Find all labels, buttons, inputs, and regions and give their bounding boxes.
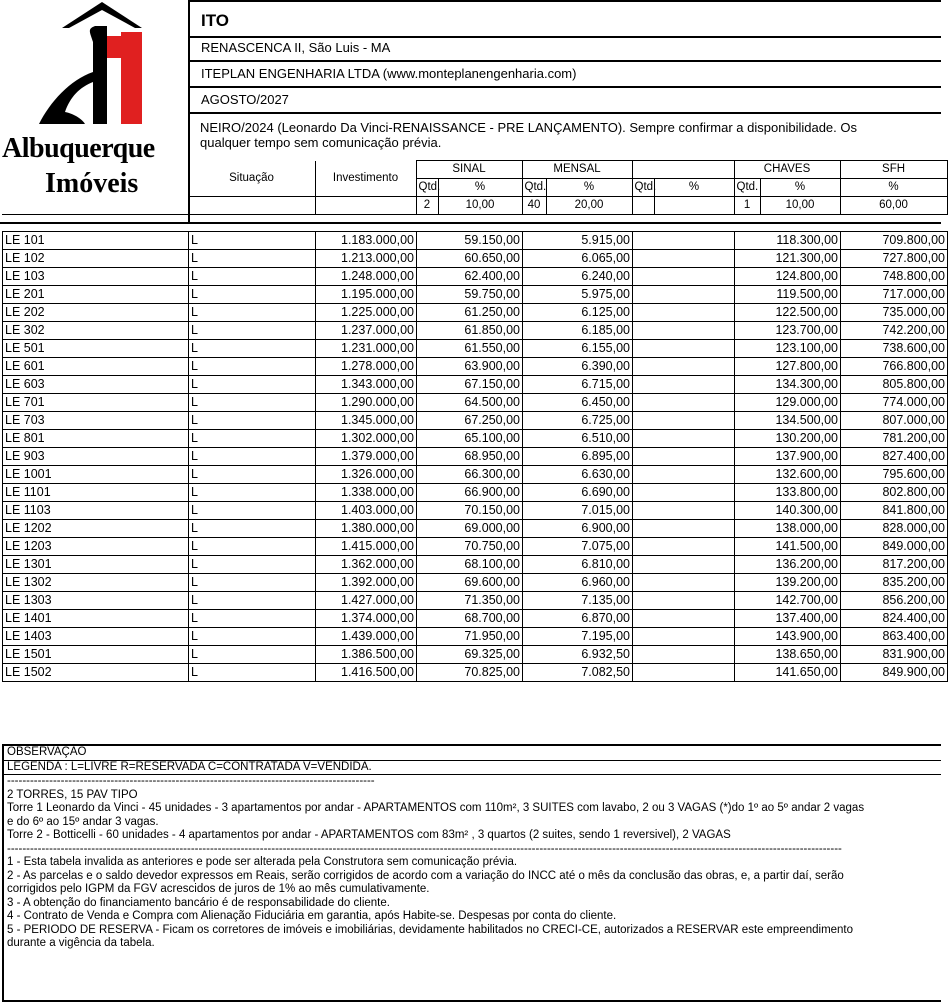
chaves-cell: 133.800,00 <box>735 484 841 502</box>
sfh-cell: 802.800,00 <box>841 484 948 502</box>
chaves-cell: 134.300,00 <box>735 376 841 394</box>
header-notice <box>200 120 857 150</box>
table-row <box>3 430 948 448</box>
blank-cell <box>633 322 735 340</box>
units-table-body <box>3 232 948 682</box>
chaves-cell: 123.700,00 <box>735 322 841 340</box>
sinal-cell: 68.950,00 <box>417 448 523 466</box>
sinal-cell: 66.300,00 <box>417 466 523 484</box>
investimento-cell: 1.213.000,00 <box>316 250 417 268</box>
sinal-cell: 68.100,00 <box>417 556 523 574</box>
sinal-cell: 66.900,00 <box>417 484 523 502</box>
blank-cell <box>633 646 735 664</box>
blank-cell <box>633 358 735 376</box>
situacao-cell: L <box>189 304 316 322</box>
unit-cell: LE 101 <box>3 232 189 250</box>
obs-note-2b: corrigidos pelo IGPM da FGV acrescidos de juros de 1% ao mês cumulativamente. <box>7 883 430 895</box>
table-row <box>3 358 948 376</box>
chaves-qtd-value: 1 <box>734 197 760 215</box>
investimento-sub-blank <box>315 197 416 215</box>
situacao-cell: L <box>189 322 316 340</box>
obs-note-5a: 5 - PERIODO DE RESERVA - Ficam os corretores de imóveis e imobiliárias, devidamente habilitados no CRECI-CE, autorizados a RESERVAR este empreendimento <box>7 923 854 936</box>
blank-cell <box>633 394 735 412</box>
sinal-cell: 63.900,00 <box>417 358 523 376</box>
blank-cell <box>633 250 735 268</box>
unit-cell: LE 1001 <box>3 466 189 484</box>
sfh-cell: 766.800,00 <box>841 358 948 376</box>
blank-cell <box>633 664 735 682</box>
sinal-cell: 69.000,00 <box>417 520 523 538</box>
blank-cell <box>633 538 735 556</box>
blank-cell <box>633 574 735 592</box>
chaves-cell: 118.300,00 <box>735 232 841 250</box>
table-row <box>3 286 948 304</box>
unit-cell: LE 302 <box>3 322 189 340</box>
chaves-cell: 143.900,00 <box>735 628 841 646</box>
investimento-cell: 1.338.000,00 <box>316 484 417 502</box>
investimento-cell: 1.195.000,00 <box>316 286 417 304</box>
header-bottom-rule <box>0 222 941 224</box>
mensal-cell: 7.082,50 <box>523 664 633 682</box>
sfh-cell: 863.400,00 <box>841 628 948 646</box>
unit-cell: LE 1301 <box>3 556 189 574</box>
investimento-cell: 1.403.000,00 <box>316 502 417 520</box>
situacao-cell: L <box>189 394 316 412</box>
chaves-cell: 138.000,00 <box>735 520 841 538</box>
chaves-cell: 124.800,00 <box>735 268 841 286</box>
mensal-cell: 7.135,00 <box>523 592 633 610</box>
investimento-cell: 1.183.000,00 <box>316 232 417 250</box>
situacao-cell: L <box>189 574 316 592</box>
sfh-cell: 748.800,00 <box>841 268 948 286</box>
header-address: RENASCENCA II, São Luis - MA <box>201 40 391 55</box>
sinal-cell: 70.150,00 <box>417 502 523 520</box>
chaves-cell: 141.650,00 <box>735 664 841 682</box>
sinal-cell: 62.400,00 <box>417 268 523 286</box>
mensal-cell: 6.240,00 <box>523 268 633 286</box>
sfh-cell: 849.900,00 <box>841 664 948 682</box>
sinal-cell: 59.150,00 <box>417 232 523 250</box>
sfh-header: SFH <box>840 161 947 179</box>
sfh-cell: 795.600,00 <box>841 466 948 484</box>
sfh-cell: 727.800,00 <box>841 250 948 268</box>
mensal-cell: 6.715,00 <box>523 376 633 394</box>
sfh-pct-value: 60,00 <box>840 197 947 215</box>
chaves-cell: 141.500,00 <box>735 538 841 556</box>
table-row <box>3 538 948 556</box>
mensal-cell: 6.390,00 <box>523 358 633 376</box>
chaves-pct-value: 10,00 <box>760 197 840 215</box>
table-row <box>3 556 948 574</box>
situacao-cell: L <box>189 556 316 574</box>
investimento-cell: 1.302.000,00 <box>316 430 417 448</box>
situacao-cell: L <box>189 646 316 664</box>
sfh-cell: 817.200,00 <box>841 556 948 574</box>
mensal-cell: 6.690,00 <box>523 484 633 502</box>
sinal-cell: 65.100,00 <box>417 430 523 448</box>
sfh-cell: 827.400,00 <box>841 448 948 466</box>
table-row <box>3 664 948 682</box>
situacao-cell: L <box>189 664 316 682</box>
table-row <box>3 304 948 322</box>
mensal-pct-value: 20,00 <box>546 197 632 215</box>
obs-note-4: 4 - Contrato de Venda e Compra com Alienação Fiduciária em garantia, após Habite-se. Despesas por conta do cliente. <box>7 910 617 922</box>
investimento-cell: 1.374.000,00 <box>316 610 417 628</box>
sinal-cell: 71.950,00 <box>417 628 523 646</box>
units-table <box>2 231 948 682</box>
chaves-cell: 122.500,00 <box>735 304 841 322</box>
mensal-cell: 5.975,00 <box>523 286 633 304</box>
mensal-header: MENSAL <box>522 161 632 179</box>
mensal-cell: 7.015,00 <box>523 502 633 520</box>
table-row <box>3 232 948 250</box>
unit-header-cell <box>2 161 188 215</box>
situacao-cell: L <box>189 610 316 628</box>
blank-cell <box>633 232 735 250</box>
blank-cell <box>633 520 735 538</box>
mensal-cell: 6.450,00 <box>523 394 633 412</box>
unit-cell: LE 1203 <box>3 538 189 556</box>
obs-note-5b: durante a vigência da tabela. <box>7 937 155 949</box>
investimento-header: Investimento <box>315 161 416 197</box>
investimento-cell: 1.225.000,00 <box>316 304 417 322</box>
mensal-cell: 6.870,00 <box>523 610 633 628</box>
blank-pct-value <box>654 197 734 215</box>
logo-mark-icon <box>35 2 170 130</box>
table-row <box>3 268 948 286</box>
situacao-cell: L <box>189 592 316 610</box>
mensal-cell: 6.125,00 <box>523 304 633 322</box>
investimento-cell: 1.231.000,00 <box>316 340 417 358</box>
table-row <box>3 250 948 268</box>
chaves-header: CHAVES <box>734 161 840 179</box>
logo-text-albuquerque: Albuquerque <box>2 133 155 164</box>
sinal-cell: 69.600,00 <box>417 574 523 592</box>
unit-cell: LE 202 <box>3 304 189 322</box>
situacao-cell: L <box>189 358 316 376</box>
mensal-cell: 6.065,00 <box>523 250 633 268</box>
obs-tower2: Torre 2 - Botticelli - 60 unidades - 4 apartamentos por andar - APARTAMENTOS com 83m² , 3 quartos (2 suites, sendo 1 reversivel), 2 VAGAS <box>7 829 731 841</box>
blank-qtd-label: Qtd. <box>632 179 654 197</box>
mensal-pct-label: % <box>546 179 632 197</box>
investimento-cell: 1.362.000,00 <box>316 556 417 574</box>
unit-cell: LE 201 <box>3 286 189 304</box>
sinal-cell: 67.150,00 <box>417 376 523 394</box>
header-builder: ITEPLAN ENGENHARIA LTDA (www.monteplanengenharia.com) <box>201 66 577 81</box>
unit-cell: LE 1101 <box>3 484 189 502</box>
mensal-cell: 6.900,00 <box>523 520 633 538</box>
investimento-cell: 1.379.000,00 <box>316 448 417 466</box>
sinal-cell: 67.250,00 <box>417 412 523 430</box>
table-row <box>3 592 948 610</box>
investimento-cell: 1.439.000,00 <box>316 628 417 646</box>
table-row <box>3 376 948 394</box>
investimento-cell: 1.415.000,00 <box>316 538 417 556</box>
blank-cell <box>633 592 735 610</box>
chaves-cell: 121.300,00 <box>735 250 841 268</box>
chaves-cell: 140.300,00 <box>735 502 841 520</box>
obs-separator-1: ------------------------------------------------------------------------------------------------ <box>7 775 375 787</box>
obs-tower1: Torre 1 Leonardo da Vinci - 45 unidades - 3 apartamentos por andar - APARTAMENTOS com 110m², 3 SUITES com lavabo, 2 ou 3 VAGAS (*)do 1º ao 5º andar 2 vagas <box>7 802 865 814</box>
chaves-cell: 142.700,00 <box>735 592 841 610</box>
sfh-cell: 805.800,00 <box>841 376 948 394</box>
chaves-cell: 137.900,00 <box>735 448 841 466</box>
situacao-cell: L <box>189 232 316 250</box>
sinal-cell: 70.825,00 <box>417 664 523 682</box>
sfh-cell: 841.800,00 <box>841 502 948 520</box>
sfh-cell: 849.000,00 <box>841 538 948 556</box>
sfh-cell: 717.000,00 <box>841 286 948 304</box>
mensal-cell: 6.510,00 <box>523 430 633 448</box>
table-row <box>3 340 948 358</box>
investimento-cell: 1.416.500,00 <box>316 664 417 682</box>
investimento-cell: 1.248.000,00 <box>316 268 417 286</box>
chaves-pct-label: % <box>760 179 840 197</box>
sfh-pct-label: % <box>840 179 947 197</box>
unit-cell: LE 102 <box>3 250 189 268</box>
table-row <box>3 574 948 592</box>
sinal-cell: 69.325,00 <box>417 646 523 664</box>
obs-towers: 2 TORRES, 15 PAV TIPO <box>7 788 138 801</box>
sfh-cell: 856.200,00 <box>841 592 948 610</box>
blank-cell <box>633 484 735 502</box>
mensal-qtd-value: 40 <box>522 197 546 215</box>
sinal-qtd-value: 2 <box>416 197 438 215</box>
situacao-cell: L <box>189 412 316 430</box>
obs-legend: LEGENDA : L=LIVRE R=RESERVADA C=CONTRATADA V=VENDIDA. <box>4 761 941 776</box>
situacao-cell: L <box>189 628 316 646</box>
table-row <box>3 484 948 502</box>
situacao-cell: L <box>189 268 316 286</box>
chaves-cell: 137.400,00 <box>735 610 841 628</box>
sinal-pct-label: % <box>438 179 522 197</box>
unit-cell: LE 1303 <box>3 592 189 610</box>
blank-cell <box>633 304 735 322</box>
sinal-header: SINAL <box>416 161 522 179</box>
unit-cell: LE 501 <box>3 340 189 358</box>
chaves-cell: 132.600,00 <box>735 466 841 484</box>
mensal-cell: 6.895,00 <box>523 448 633 466</box>
blank-cell <box>633 376 735 394</box>
investimento-cell: 1.326.000,00 <box>316 466 417 484</box>
table-row <box>3 322 948 340</box>
table-column-headers <box>2 160 948 215</box>
sinal-qtd-label: Qtd. <box>416 179 438 197</box>
mensal-cell: 6.932,50 <box>523 646 633 664</box>
blank-pct-label: % <box>654 179 734 197</box>
blank-cell <box>633 412 735 430</box>
sfh-cell: 738.600,00 <box>841 340 948 358</box>
header-title-row <box>190 0 941 38</box>
sfh-cell: 824.400,00 <box>841 610 948 628</box>
unit-cell: LE 701 <box>3 394 189 412</box>
mensal-cell: 7.195,00 <box>523 628 633 646</box>
unit-cell: LE 1302 <box>3 574 189 592</box>
situacao-cell: L <box>189 340 316 358</box>
mensal-cell: 6.185,00 <box>523 322 633 340</box>
observations-box <box>2 744 941 1002</box>
sinal-cell: 61.550,00 <box>417 340 523 358</box>
unit-cell: LE 1401 <box>3 610 189 628</box>
unit-cell: LE 1501 <box>3 646 189 664</box>
situacao-cell: L <box>189 502 316 520</box>
header-date: AGOSTO/2027 <box>201 92 289 107</box>
mensal-cell: 6.155,00 <box>523 340 633 358</box>
header-builder-row <box>190 62 941 88</box>
situacao-cell: L <box>189 520 316 538</box>
blank-cell <box>633 502 735 520</box>
chaves-cell: 136.200,00 <box>735 556 841 574</box>
sinal-cell: 70.750,00 <box>417 538 523 556</box>
chaves-cell: 129.000,00 <box>735 394 841 412</box>
mensal-cell: 6.960,00 <box>523 574 633 592</box>
situacao-cell: L <box>189 448 316 466</box>
investimento-cell: 1.427.000,00 <box>316 592 417 610</box>
blank-group-header <box>632 161 734 179</box>
sfh-cell: 709.800,00 <box>841 232 948 250</box>
header-title: ITO <box>201 11 230 30</box>
investimento-cell: 1.343.000,00 <box>316 376 417 394</box>
investimento-cell: 1.380.000,00 <box>316 520 417 538</box>
situacao-cell: L <box>189 484 316 502</box>
sinal-cell: 68.700,00 <box>417 610 523 628</box>
sinal-cell: 59.750,00 <box>417 286 523 304</box>
table-row <box>3 448 948 466</box>
obs-title: OBSERVAÇÃO <box>4 746 941 761</box>
header-notice-line1: NEIRO/2024 (Leonardo Da Vinci-RENAISSANCE - PRE LANÇAMENTO). Sempre confirmar a disponibilidade. Os <box>200 120 857 135</box>
header-date-row <box>190 88 941 114</box>
investimento-cell: 1.290.000,00 <box>316 394 417 412</box>
sinal-pct-value: 10,00 <box>438 197 522 215</box>
sfh-cell: 781.200,00 <box>841 430 948 448</box>
blank-cell <box>633 556 735 574</box>
sfh-cell: 807.000,00 <box>841 412 948 430</box>
obs-separator-2: -------------------------------------------------------------------------------------------------------------------------------------------------------------------------------------------------------------------------- <box>7 842 842 855</box>
investimento-cell: 1.345.000,00 <box>316 412 417 430</box>
blank-cell <box>633 466 735 484</box>
blank-cell <box>633 448 735 466</box>
unit-cell: LE 903 <box>3 448 189 466</box>
chaves-qtd-label: Qtd. <box>734 179 760 197</box>
situacao-cell: L <box>189 430 316 448</box>
investimento-cell: 1.237.000,00 <box>316 322 417 340</box>
investimento-cell: 1.392.000,00 <box>316 574 417 592</box>
table-row <box>3 412 948 430</box>
unit-cell: LE 1202 <box>3 520 189 538</box>
obs-note-3: 3 - A obtenção do financiamento bancário é de responsabilidade do cliente. <box>7 896 390 909</box>
situacao-cell: L <box>189 250 316 268</box>
sfh-cell: 835.200,00 <box>841 574 948 592</box>
blank-cell <box>633 628 735 646</box>
chaves-cell: 138.650,00 <box>735 646 841 664</box>
sinal-cell: 61.850,00 <box>417 322 523 340</box>
table-row <box>3 394 948 412</box>
table-row <box>3 646 948 664</box>
situacao-sub-blank <box>188 197 315 215</box>
sfh-cell: 735.000,00 <box>841 304 948 322</box>
table-row <box>3 502 948 520</box>
sfh-cell: 828.000,00 <box>841 520 948 538</box>
table-row <box>3 520 948 538</box>
sinal-cell: 60.650,00 <box>417 250 523 268</box>
chaves-cell: 139.200,00 <box>735 574 841 592</box>
unit-cell: LE 601 <box>3 358 189 376</box>
obs-note-2a: 2 - As parcelas e o saldo devedor expressos em Reais, serão corrigidos de acordo com a variação do INCC até o mês da conclusão das obras, e, a partir daí, serão <box>7 869 844 882</box>
unit-cell: LE 801 <box>3 430 189 448</box>
blank-cell <box>633 430 735 448</box>
unit-cell: LE 1502 <box>3 664 189 682</box>
header-notice-line2: qualquer tempo sem comunicação prévia. <box>200 135 442 150</box>
chaves-cell: 130.200,00 <box>735 430 841 448</box>
header-address-row <box>190 36 941 62</box>
chaves-cell: 119.500,00 <box>735 286 841 304</box>
mensal-qtd-label: Qtd. <box>522 179 546 197</box>
chaves-cell: 127.800,00 <box>735 358 841 376</box>
chaves-cell: 134.500,00 <box>735 412 841 430</box>
mensal-cell: 7.075,00 <box>523 538 633 556</box>
blank-cell <box>633 340 735 358</box>
mensal-cell: 6.725,00 <box>523 412 633 430</box>
sinal-cell: 61.250,00 <box>417 304 523 322</box>
sfh-cell: 742.200,00 <box>841 322 948 340</box>
mensal-cell: 5.915,00 <box>523 232 633 250</box>
investimento-cell: 1.278.000,00 <box>316 358 417 376</box>
mensal-cell: 6.630,00 <box>523 466 633 484</box>
situacao-cell: L <box>189 538 316 556</box>
sfh-cell: 831.900,00 <box>841 646 948 664</box>
unit-cell: LE 1403 <box>3 628 189 646</box>
sinal-cell: 71.350,00 <box>417 592 523 610</box>
blank-cell <box>633 610 735 628</box>
sinal-cell: 64.500,00 <box>417 394 523 412</box>
table-row <box>3 466 948 484</box>
situacao-cell: L <box>189 376 316 394</box>
table-row <box>3 610 948 628</box>
sfh-cell: 774.000,00 <box>841 394 948 412</box>
unit-cell: LE 603 <box>3 376 189 394</box>
unit-cell: LE 703 <box>3 412 189 430</box>
situacao-cell: L <box>189 286 316 304</box>
unit-cell: LE 103 <box>3 268 189 286</box>
logo-text-imoveis: Imóveis <box>45 168 139 199</box>
situacao-cell: L <box>189 466 316 484</box>
blank-qtd-value <box>632 197 654 215</box>
obs-note-1: 1 - Esta tabela invalida as anteriores e pode ser alterada pela Construtora sem comunicação prévia. <box>7 856 518 868</box>
chaves-cell: 123.100,00 <box>735 340 841 358</box>
unit-cell: LE 1103 <box>3 502 189 520</box>
blank-cell <box>633 268 735 286</box>
table-row <box>3 628 948 646</box>
investimento-cell: 1.386.500,00 <box>316 646 417 664</box>
situacao-header: Situação <box>188 161 315 197</box>
mensal-cell: 6.810,00 <box>523 556 633 574</box>
blank-cell <box>633 286 735 304</box>
obs-tower1-cont: e do 6º ao 15º andar 3 vagas. <box>7 815 159 828</box>
